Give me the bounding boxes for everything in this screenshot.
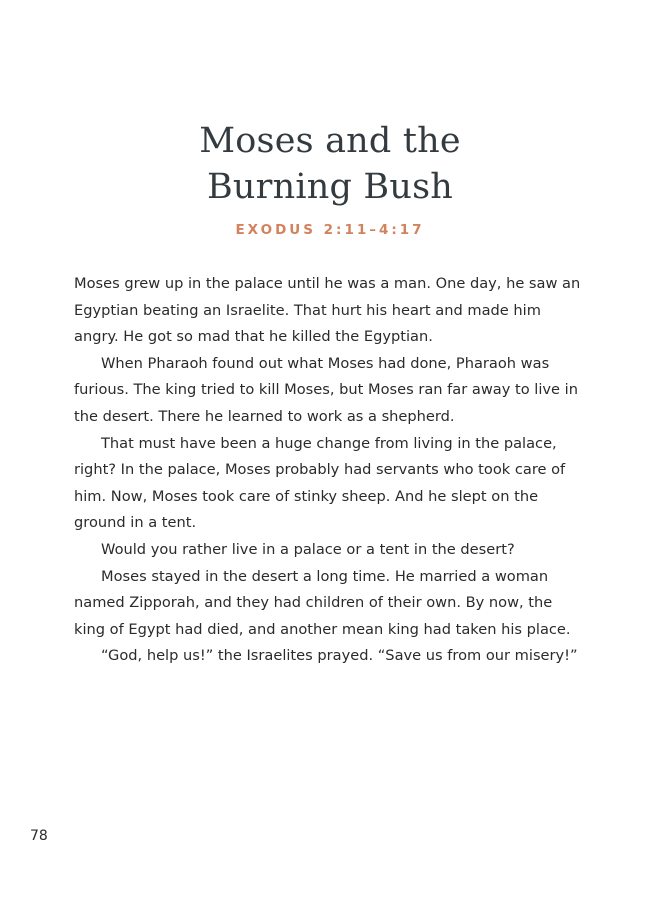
page-number: 78 <box>30 828 48 844</box>
paragraph-4: Would you rather live in a palace or a tent in the desert? <box>101 540 515 558</box>
paragraph-2: When Pharaoh found out what Moses had done, Pharaoh was furious. The king tried to kill Moses, but Moses ran far away to live in the desert. There he learned to work as a shepherd. <box>74 354 578 425</box>
scripture-reference: EXODUS 2:11–4:17 <box>235 222 425 238</box>
paragraph-5: Moses stayed in the desert a long time. He married a woman named Zipporah, and they had children of their own. By now, the king of Egypt had died, and another mean king had taken his place. <box>74 567 571 638</box>
paragraph-3: That must have been a huge change from living in the palace, right? In the palace, Moses probably had servants who took care of him. Now, Moses took care of stinky sheep. And he slept on the ground in a tent. <box>74 434 566 532</box>
story-header <box>0 118 660 238</box>
story-title-line-2: Burning Bush <box>207 167 453 207</box>
story-title-line-1: Moses and the <box>199 121 461 161</box>
paragraph-1: Moses grew up in the palace until he was a man. One day, he saw an Egyptian beating an Israelite. That hurt his heart and made him angry. He got so mad that he killed the Egyptian. <box>74 275 581 346</box>
story-body <box>74 271 584 670</box>
paragraph-6: “God, help us!” the Israelites prayed. “Save us from our misery!” <box>101 647 578 665</box>
